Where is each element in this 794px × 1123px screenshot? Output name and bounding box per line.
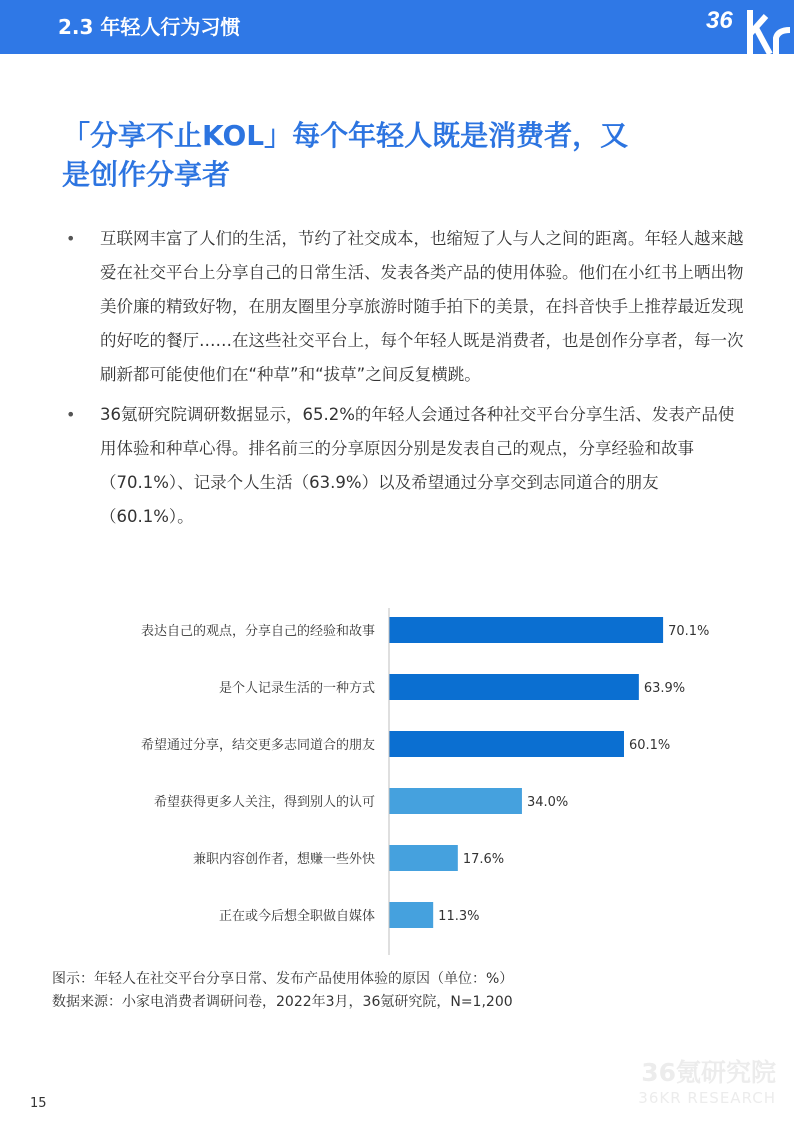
bullet-item — [64, 398, 744, 534]
caption-line-figure: 图示：年轻人在社交平台分享日常、发布产品使用体验的原因（单位：%） — [52, 971, 514, 987]
value-label-6: 11.3% — [438, 909, 480, 924]
headline — [62, 116, 742, 194]
header-band — [0, 0, 794, 54]
36kr-logo — [700, 0, 794, 54]
bullet-dot: • — [66, 405, 76, 424]
bar-chart-svg — [0, 600, 794, 960]
category-label-1: 表达自己的观点，分享自己的经验和故事 — [140, 624, 375, 639]
value-label-5: 17.6% — [462, 852, 505, 867]
category-label-5: 兼职内容创作者，想赚一些外快 — [192, 852, 375, 867]
bar-6 — [389, 902, 433, 928]
svg-text:36: 36 — [706, 7, 733, 34]
watermark — [600, 1058, 776, 1108]
headline-line-1: 「分享不止KOL」每个年轻人既是消费者，又 — [62, 119, 629, 152]
bullet-list — [64, 222, 744, 540]
bullet-text: 互联网丰富了人们的生活，节约了社交成本，也缩短了人与人之间的距离。年轻人越来越爱在社交平台上分享自己的日常生活、发表各类产品的使用体验。他们在小红书上晒出物美价廉的精致好物，在朋友圈里分享旅游时随手拍下的美景，在抖音快手上推荐最近发现的好吃的餐厅……在这些社交平台上，每个年轻人既是消费者，也是创作分享者，每一次刷新都可能使他们在“种草”和“拔草”之间反复横跳。 — [100, 229, 744, 384]
bar-4 — [389, 788, 522, 814]
headline-line-2: 是创作分享者 — [62, 158, 231, 191]
category-label-3: 希望通过分享，结交更多志同道合的朋友 — [140, 738, 375, 753]
category-label-6: 正在或今后想全职做自媒体 — [218, 909, 375, 924]
value-label-4: 34.0% — [526, 795, 569, 810]
watermark-en: 36KR RESEARCH — [638, 1089, 776, 1107]
page-number: 15 — [30, 1096, 47, 1111]
bar-5 — [389, 845, 458, 871]
reasons-bar-chart — [0, 600, 794, 960]
section-title: 2.3 年轻人行为习惯 — [58, 15, 241, 39]
bar-1 — [389, 617, 663, 643]
bullet-dot: • — [66, 229, 76, 248]
bullet-item — [64, 222, 744, 392]
value-label-2: 63.9% — [643, 681, 686, 696]
bar-2 — [389, 674, 639, 700]
bar-3 — [389, 731, 624, 757]
value-label-1: 70.1% — [668, 624, 710, 639]
category-label-4: 希望获得更多人关注，得到别人的认可 — [153, 795, 375, 810]
figure-caption — [52, 968, 752, 1014]
watermark-cn: 36氪研究院 — [641, 1058, 776, 1087]
caption-line-source: 数据来源：小家电消费者调研问卷，2022年3月，36氪研究院，N=1,200 — [52, 994, 513, 1010]
category-label-2: 是个人记录生活的一种方式 — [218, 681, 375, 696]
bullet-text: 36氪研究院调研数据显示，65.2%的年轻人会通过各种社交平台分享生活、发表产品使用体验和种草心得。排名前三的分享原因分别是发表自己的观点，分享经验和故事（70.1%）、记录个人生活（63.9%）以及希望通过分享交到志同道合的朋友（60.1%）。 — [100, 405, 735, 526]
value-label-3: 60.1% — [628, 738, 671, 753]
